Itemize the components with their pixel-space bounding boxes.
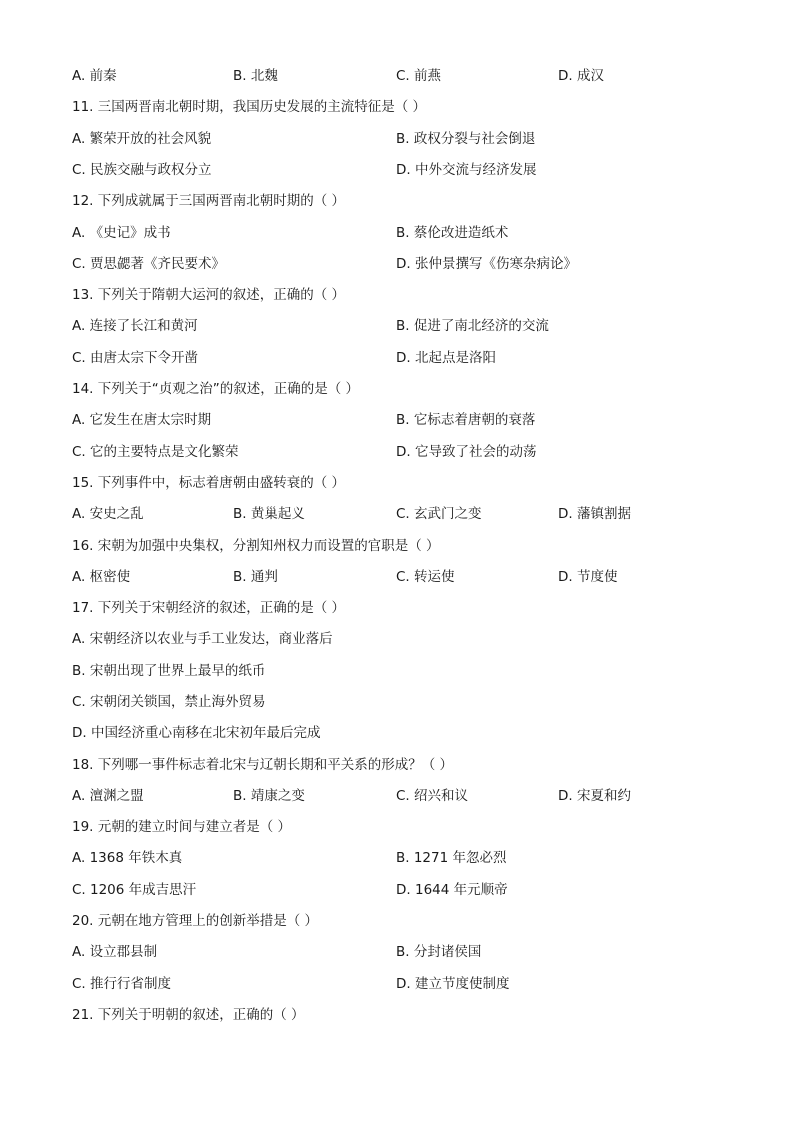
question-stem: 16. 宋朝为加强中央集权，分割知州权力而设置的官职是（ ） <box>72 538 440 554</box>
answer-option: A. 枢密使 <box>72 569 131 585</box>
text-line <box>0 379 794 399</box>
answer-option: B. 靖康之变 <box>233 788 305 804</box>
question-stem: 14. 下列关于“贞观之治”的叙述，正确的是（ ） <box>72 381 360 397</box>
question-stem: 13. 下列关于隋朝大运河的叙述，正确的（ ） <box>72 287 346 303</box>
answer-option: B. 它标志着唐朝的衰落 <box>396 412 536 428</box>
text-line <box>0 974 794 994</box>
answer-option: C. 1206 年成吉思汗 <box>72 882 197 898</box>
text-line <box>0 598 794 618</box>
text-line <box>0 942 794 962</box>
text-line <box>0 692 794 712</box>
answer-option: A. 连接了长江和黄河 <box>72 318 198 334</box>
answer-option: C. 宋朝闭关锁国，禁止海外贸易 <box>72 694 266 710</box>
answer-option: B. 促进了南北经济的交流 <box>396 318 549 334</box>
answer-option: D. 藩镇割据 <box>558 506 631 522</box>
text-line <box>0 160 794 180</box>
answer-option: D. 成汉 <box>558 68 604 84</box>
text-line <box>0 348 794 368</box>
question-stem: 12. 下列成就属于三国两晋南北朝时期的（ ） <box>72 193 346 209</box>
text-line <box>0 129 794 149</box>
answer-option: C. 贾思勰著《齐民要术》 <box>72 256 226 272</box>
text-line <box>0 848 794 868</box>
text-line <box>0 66 794 86</box>
text-line <box>0 504 794 524</box>
text-line <box>0 410 794 430</box>
question-stem: 17. 下列关于宋朝经济的叙述，正确的是（ ） <box>72 600 346 616</box>
question-stem: 15. 下列事件中，标志着唐朝由盛转衰的（ ） <box>72 475 346 491</box>
answer-option: D. 宋夏和约 <box>558 788 631 804</box>
text-line <box>0 316 794 336</box>
answer-option: B. 通判 <box>233 569 278 585</box>
text-line <box>0 817 794 837</box>
answer-option: A. 前秦 <box>72 68 117 84</box>
text-line <box>0 1005 794 1025</box>
answer-option: B. 1271 年忽必烈 <box>396 850 507 866</box>
answer-option: A. 《史记》成书 <box>72 225 171 241</box>
answer-option: B. 宋朝出现了世界上最早的纸币 <box>72 663 266 679</box>
question-stem: 20. 元朝在地方管理上的创新举措是（ ） <box>72 913 319 929</box>
answer-option: D. 它导致了社会的动荡 <box>396 444 537 460</box>
text-line <box>0 473 794 493</box>
answer-option: B. 北魏 <box>233 68 278 84</box>
answer-option: A. 繁荣开放的社会风貌 <box>72 131 212 147</box>
answer-option: C. 前燕 <box>396 68 442 84</box>
text-line <box>0 191 794 211</box>
text-line <box>0 536 794 556</box>
text-line <box>0 442 794 462</box>
answer-option: A. 澶渊之盟 <box>72 788 144 804</box>
answer-option: D. 中外交流与经济发展 <box>396 162 537 178</box>
answer-option: C. 由唐太宗下令开凿 <box>72 350 199 366</box>
answer-option: C. 它的主要特点是文化繁荣 <box>72 444 239 460</box>
answer-option: A. 设立郡县制 <box>72 944 158 960</box>
answer-option: B. 蔡伦改进造纸术 <box>396 225 509 241</box>
answer-option: D. 1644 年元顺帝 <box>396 882 508 898</box>
text-line <box>0 755 794 775</box>
answer-option: C. 推行行省制度 <box>72 976 172 992</box>
text-line <box>0 723 794 743</box>
text-line <box>0 223 794 243</box>
answer-option: C. 民族交融与政权分立 <box>72 162 212 178</box>
question-stem: 19. 元朝的建立时间与建立者是（ ） <box>72 819 292 835</box>
text-line <box>0 911 794 931</box>
answer-option: D. 张仲景撰写《伤寒杂病论》 <box>396 256 577 272</box>
text-line <box>0 880 794 900</box>
answer-option: D. 中国经济重心南移在北宋初年最后完成 <box>72 725 321 741</box>
answer-option: D. 节度使 <box>558 569 618 585</box>
text-line <box>0 567 794 587</box>
answer-option: C. 转运使 <box>396 569 455 585</box>
answer-option: D. 北起点是洛阳 <box>396 350 496 366</box>
question-stem: 21. 下列关于明朝的叙述，正确的（ ） <box>72 1007 305 1023</box>
answer-option: B. 政权分裂与社会倒退 <box>396 131 536 147</box>
answer-option: A. 它发生在唐太宗时期 <box>72 412 212 428</box>
text-line <box>0 254 794 274</box>
answer-option: C. 绍兴和议 <box>396 788 469 804</box>
answer-option: B. 黄巢起义 <box>233 506 305 522</box>
text-line <box>0 97 794 117</box>
question-stem: 18. 下列哪一事件标志着北宋与辽朝长期和平关系的形成？（ ） <box>72 757 454 773</box>
answer-option: C. 玄武门之变 <box>396 506 482 522</box>
answer-option: B. 分封诸侯国 <box>396 944 482 960</box>
answer-option: A. 1368 年铁木真 <box>72 850 183 866</box>
text-line <box>0 285 794 305</box>
text-line <box>0 661 794 681</box>
answer-option: A. 安史之乱 <box>72 506 144 522</box>
answer-option: A. 宋朝经济以农业与手工业发达，商业落后 <box>72 631 333 647</box>
answer-option: D. 建立节度使制度 <box>396 976 510 992</box>
text-line <box>0 629 794 649</box>
question-stem: 11. 三国两晋南北朝时期，我国历史发展的主流特征是（ ） <box>72 99 427 115</box>
text-line <box>0 786 794 806</box>
